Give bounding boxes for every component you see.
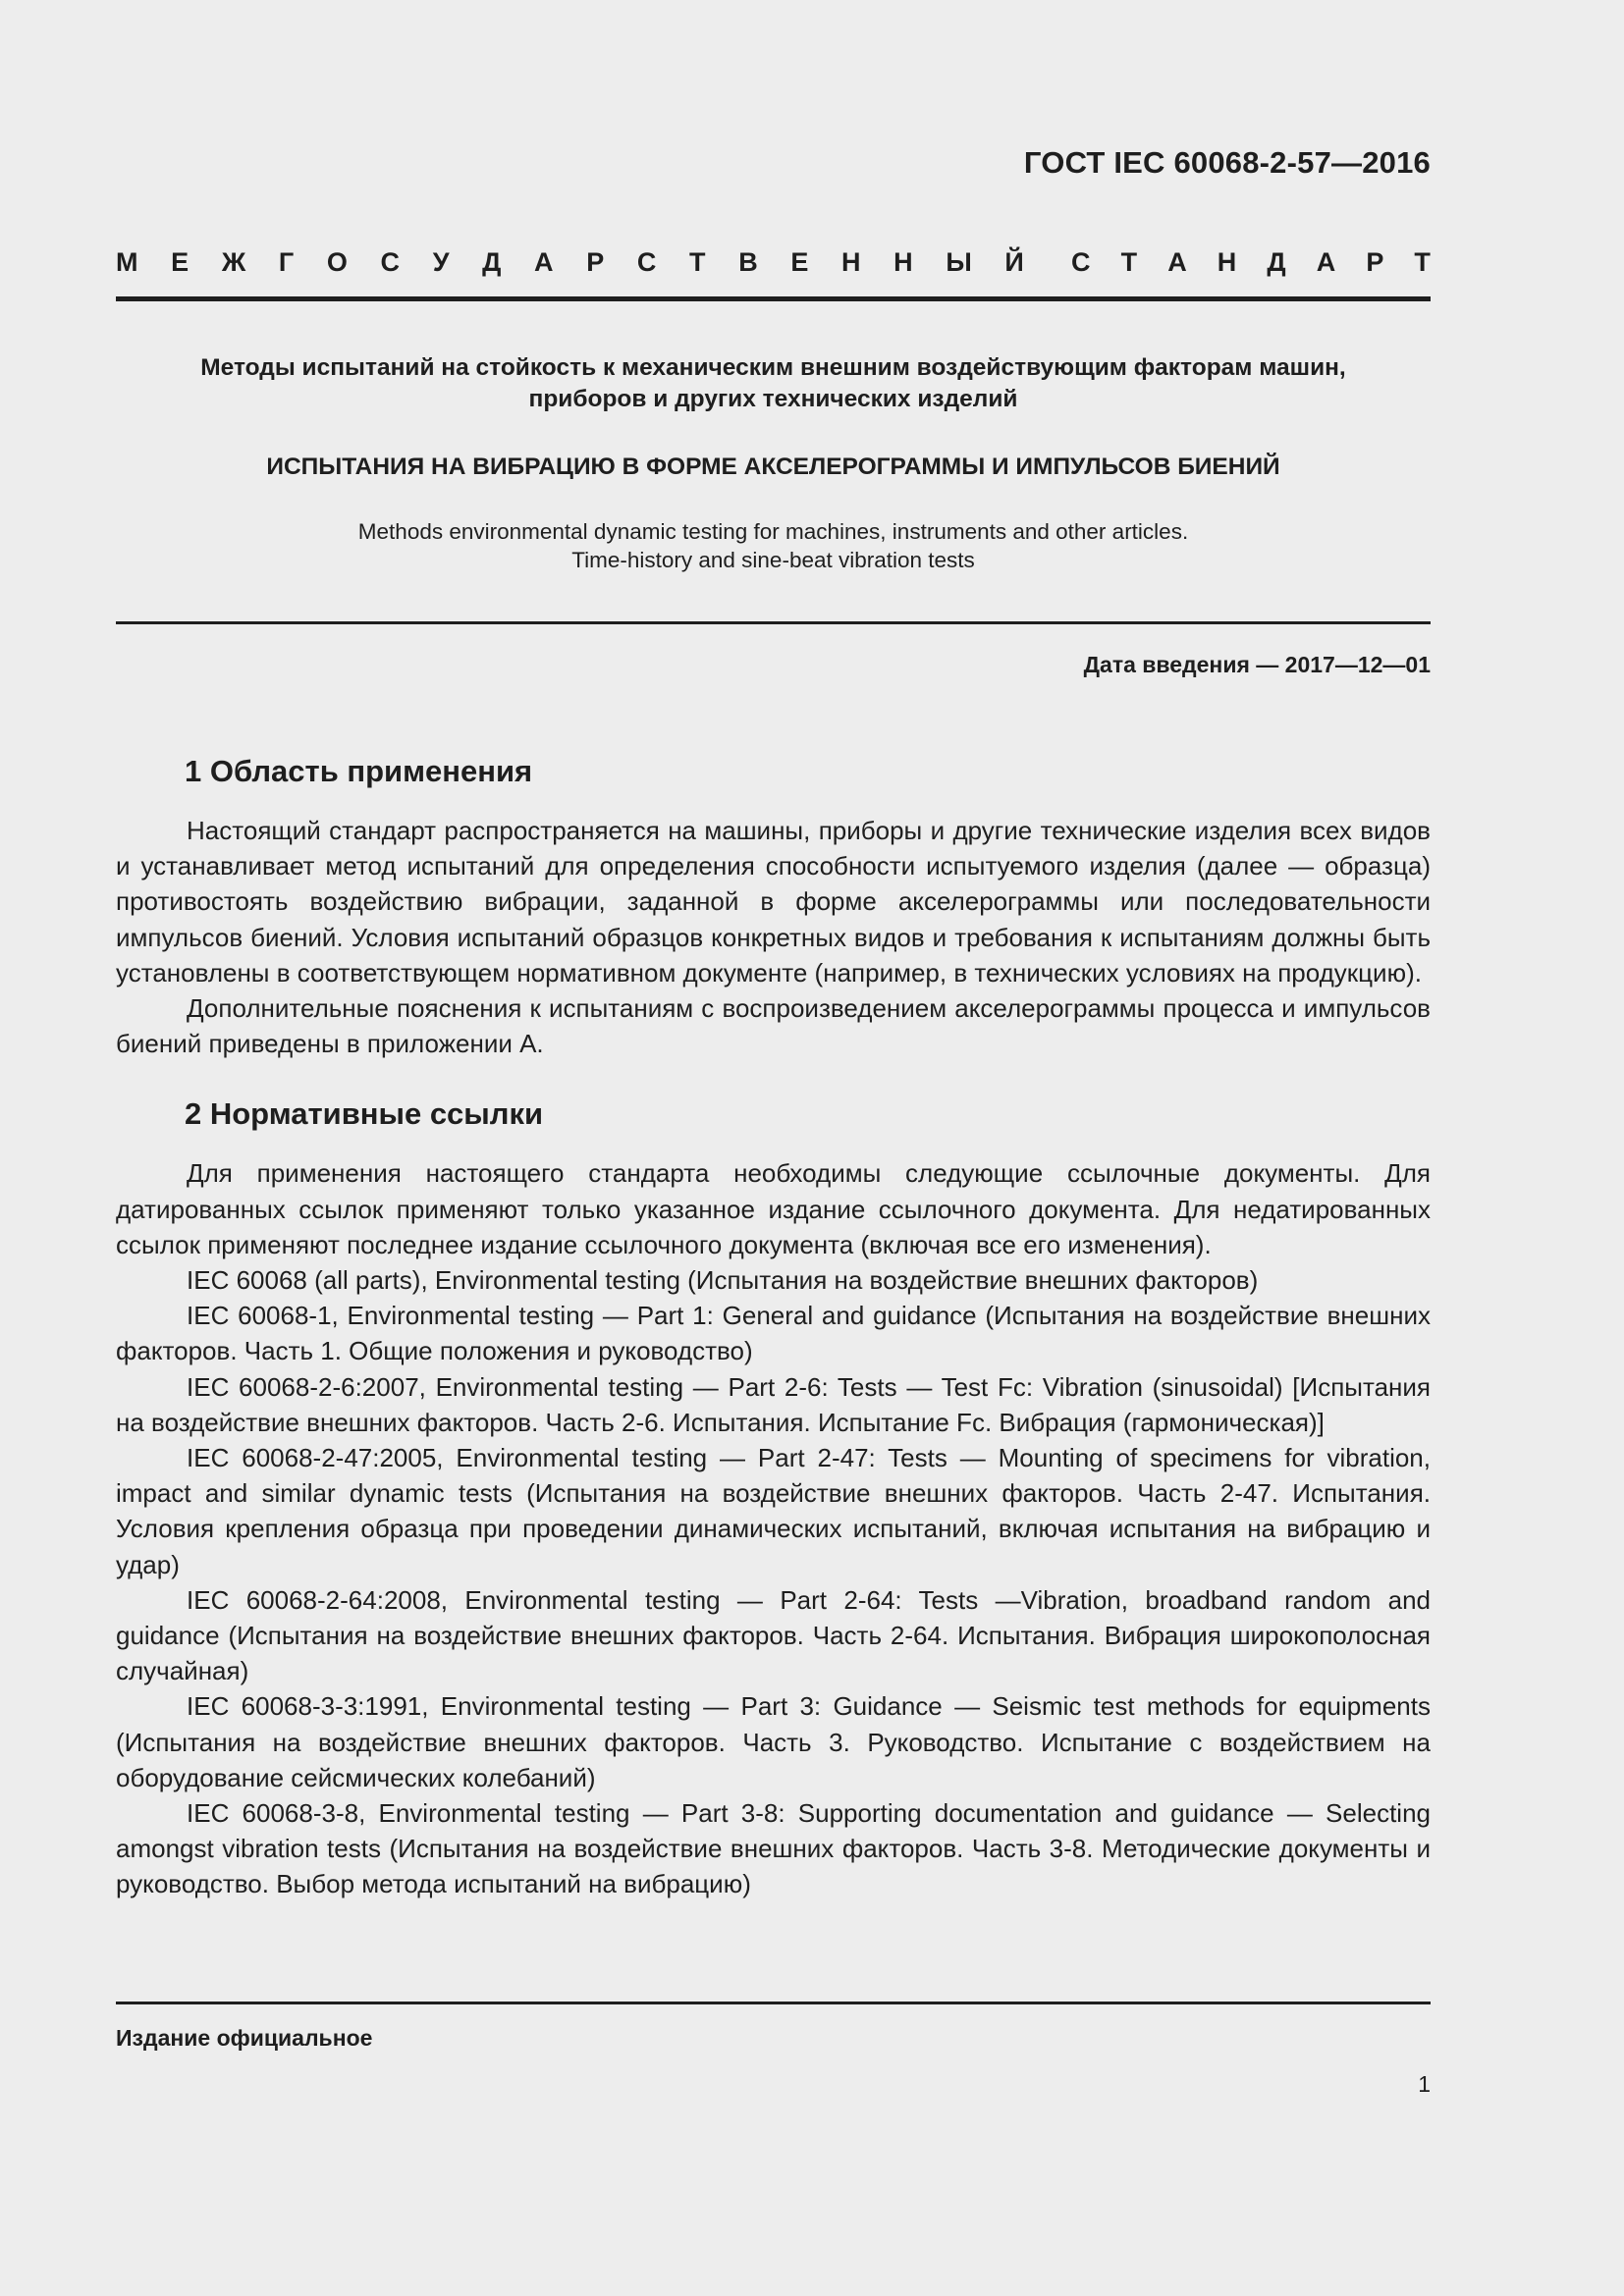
body-paragraph: Дополнительные пояснения к испытаниям с воспроизведением акселерограммы процесса и импульсов биений приведены в приложении А. bbox=[116, 993, 1431, 1059]
heading-letter: Т bbox=[1120, 247, 1138, 277]
heading-letter: С bbox=[1071, 247, 1091, 277]
heading-letter: Н bbox=[893, 247, 913, 277]
document-body bbox=[116, 750, 1431, 1902]
document-number: ГОСТ IEC 60068-2-57—2016 bbox=[1023, 145, 1431, 180]
official-edition-label: Издание официальное bbox=[116, 2025, 373, 2051]
page-number: 1 bbox=[1418, 2071, 1431, 2097]
title-rule bbox=[116, 621, 1431, 624]
standard-kind-word-1 bbox=[116, 247, 1024, 278]
heading-letter: Ы bbox=[946, 247, 972, 277]
reference-entry: IEC 60068-3-3:1991, Environmental testing — Part 3: Guidance — Seismic test methods for equipments (Испытания на воздействие внешних факторов. Часть 3. Руководство. Испытание с воздействием на оборудование сейсмических колебаний) bbox=[116, 1691, 1431, 1792]
introduction-date: Дата введения — 2017—12—01 bbox=[1083, 652, 1431, 677]
document-page bbox=[116, 0, 1431, 2296]
heading-letter: Р bbox=[586, 247, 605, 277]
heading-letter: Е bbox=[790, 247, 809, 277]
heading-letter: А bbox=[1316, 247, 1336, 277]
heading-letter: У bbox=[432, 247, 450, 277]
reference-entry: IEC 60068-2-64:2008, Environmental testing — Part 2-64: Tests —Vibration, broadband random and guidance (Испытания на воздействие внешних факторов. Часть 2-64. Испытания. Вибрация широкополосная случайная) bbox=[116, 1584, 1431, 1686]
heading-letter: Г bbox=[278, 247, 295, 277]
title-english bbox=[116, 517, 1431, 574]
heading-letter: А bbox=[534, 247, 554, 277]
section-heading-normative-references: 2 Нормативные ссылки bbox=[185, 1096, 544, 1132]
heading-letter: Р bbox=[1366, 247, 1384, 277]
title-russian-line-1: Методы испытаний на стойкость к механическим внешним воздействующим факторам машин, bbox=[200, 354, 1346, 381]
heading-letter: С bbox=[636, 247, 657, 277]
title-russian-line-2: приборов и других технических изделий bbox=[528, 386, 1018, 412]
heading-letter: Н bbox=[1217, 247, 1237, 277]
title-english-line-1: Methods environmental dynamic testing for machines, instruments and other articles. bbox=[357, 519, 1189, 544]
heading-letter: А bbox=[1167, 247, 1187, 277]
heading-letter: М bbox=[116, 247, 138, 277]
standard-kind-heading bbox=[116, 247, 1431, 278]
reference-entry: IEC 60068-1, Environmental testing — Part 1: General and guidance (Испытания на воздействие внешних факторов. Часть 1. Общие положения и руководство) bbox=[116, 1301, 1431, 1366]
body-paragraph: Для применения настоящего стандарта необходимы следующие ссылочные документы. Для датированных ссылок применяют только указанное издание ссылочного документа. Для недатированных ссылок применяют последнее издание ссылочного документа (включая все его изменения). bbox=[116, 1158, 1431, 1259]
heading-letter: Ж bbox=[221, 247, 246, 277]
section-heading-scope: 1 Область применения bbox=[185, 754, 533, 788]
heading-letter: Д bbox=[1267, 247, 1286, 277]
heading-letter: Т bbox=[689, 247, 706, 277]
reference-entry: IEC 60068-2-6:2007, Environmental testing — Part 2-6: Tests — Test Fc: Vibration (sinusoidal) [Испытания на воздействие внешних факторов. Часть 2-6. Испытания. Испытание Fc. Вибрация (гармоническая)] bbox=[116, 1371, 1431, 1437]
heading-letter: С bbox=[380, 247, 401, 277]
heading-letter: Т bbox=[1414, 247, 1431, 277]
reference-entry: IEC 60068-3-8, Environmental testing — Part 3-8: Supporting documentation and guidance — Selecting amongst vibration tests (Испытания на воздействие внешних факторов. Часть 3-8. Методические документы и руководство. Выбор метода испытаний на вибрацию) bbox=[116, 1798, 1431, 1899]
reference-entry: IEC 60068 (all parts), Environmental testing (Испытания на воздействие внешних факторов) bbox=[187, 1265, 1259, 1296]
heading-letter: В bbox=[738, 247, 758, 277]
title-russian bbox=[116, 352, 1431, 415]
title-english-line-2: Time-history and sine-beat vibration tests bbox=[571, 548, 975, 572]
standard-kind-word-2 bbox=[1071, 247, 1431, 278]
body-paragraph: Настоящий стандарт распространяется на машины, приборы и другие технические изделия всех видов и устанавливает метод испытаний для определения способности испытуемого изделия (далее — образца) противостоять воздействию вибрации, заданной в форме акселерограммы или последовательности импульсов биений. Условия испытаний образцов конкретных видов и требования к испытаниям должны быть установлены в соответствующем нормативном документе (например, в технических условиях на продукцию). bbox=[116, 816, 1431, 988]
heading-letter: Н bbox=[841, 247, 861, 277]
footer-rule bbox=[116, 2002, 1431, 2004]
heading-letter: Е bbox=[171, 247, 189, 277]
reference-entry: IEC 60068-2-47:2005, Environmental testing — Part 2-47: Tests — Mounting of specimens for vibration, impact and similar dynamic tests (Испытания на воздействие внешних факторов. Часть 2-47. Испытания. Условия крепления образца при проведении динамических испытаний, включая испытания на вибрацию и удар) bbox=[116, 1443, 1431, 1579]
title-part: ИСПЫТАНИЯ НА ВИБРАЦИЮ В ФОРМЕ АКСЕЛЕРОГРАММЫ И ИМПУЛЬСОВ БИЕНИЙ bbox=[266, 454, 1280, 480]
heading-letter: Д bbox=[482, 247, 502, 277]
header-rule bbox=[116, 296, 1431, 301]
heading-letter: О bbox=[326, 247, 348, 277]
heading-letter: Й bbox=[1004, 247, 1024, 277]
